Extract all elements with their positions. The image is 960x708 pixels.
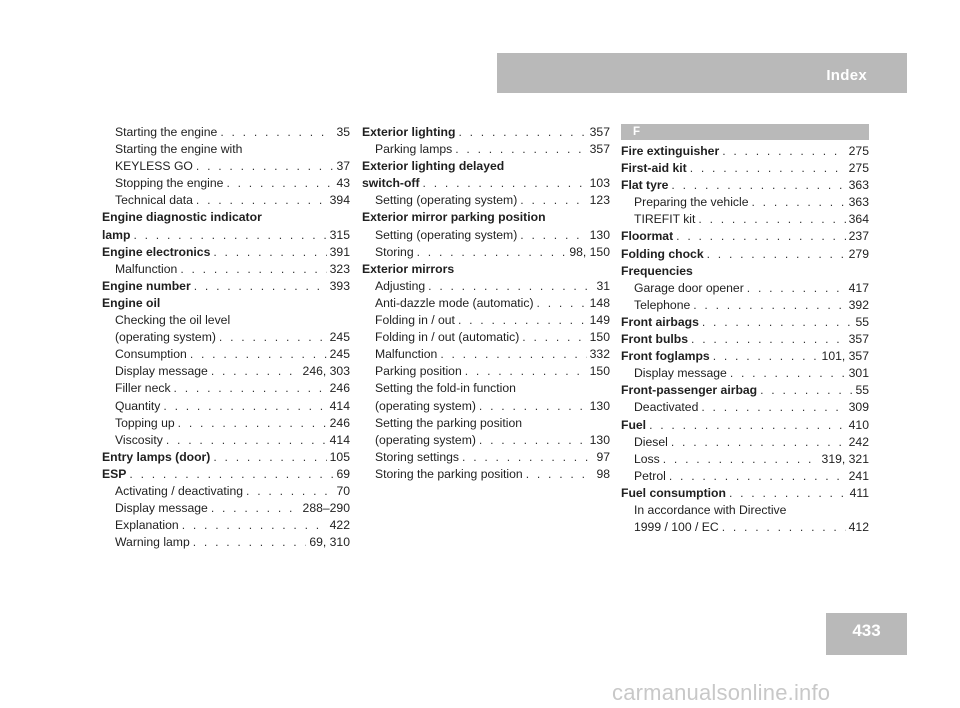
index-subentry: [621, 297, 869, 314]
entry-page-ref: 241: [848, 468, 869, 483]
index-subentry: [102, 158, 350, 175]
dot-leader: [462, 449, 593, 466]
entry-page-ref: 363: [848, 178, 869, 193]
entry-label: Folding chock: [621, 246, 704, 261]
watermark: carmanualsonline.info: [612, 680, 831, 705]
entry-page-ref: 35: [336, 125, 350, 139]
entry-page-ref: 98, 150: [569, 244, 610, 259]
entry-label: Checking the oil level: [115, 313, 231, 328]
dot-leader: [219, 329, 327, 346]
entry-page-ref: 363: [848, 195, 869, 210]
index-subentry: [362, 432, 610, 449]
entry-page-ref: 130: [589, 398, 610, 413]
entry-label: Garage door opener: [634, 280, 744, 295]
entry-label: Folding in / out: [375, 313, 455, 328]
index-subentry: [362, 295, 610, 312]
index-subentry: [621, 468, 869, 485]
entry-page-ref: 43: [336, 176, 350, 191]
dot-leader: [649, 417, 846, 434]
entry-label: Malfunction: [115, 261, 178, 276]
dot-leader: [701, 399, 845, 416]
dot-leader: [730, 365, 846, 382]
index-subentry: [102, 380, 350, 397]
page-title: Index: [826, 67, 867, 84]
dot-leader: [760, 382, 852, 399]
entry-label: Flat tyre: [621, 178, 669, 193]
dot-leader: [190, 346, 327, 363]
entry-page-ref: 301: [848, 366, 869, 381]
entry-page-ref: 417: [848, 280, 869, 295]
entry-label: (operating system): [115, 330, 216, 345]
entry-label: Exterior lighting delayed: [362, 159, 505, 174]
index-entry: [102, 449, 350, 466]
entry-page-ref: 412: [848, 520, 869, 535]
index-entry: [621, 382, 869, 399]
index-entry: [102, 227, 350, 244]
entry-label: Technical data: [115, 193, 193, 208]
index-subentry: [102, 312, 350, 329]
dot-leader: [671, 434, 846, 451]
entry-page-ref: 245: [329, 330, 350, 345]
entry-label: Front foglamps: [621, 349, 710, 364]
dot-leader: [423, 175, 587, 192]
index-subentry: [621, 434, 869, 451]
entry-label: Parking lamps: [375, 142, 453, 157]
entry-page-ref: 357: [848, 332, 869, 347]
entry-page-ref: 130: [589, 227, 610, 242]
index-entry: [362, 209, 610, 226]
index-subentry: [362, 380, 610, 397]
entry-page-ref: 357: [589, 142, 610, 157]
index-subentry: [102, 346, 350, 363]
header-bar: [497, 53, 907, 93]
dot-leader: [440, 346, 586, 363]
entry-page-ref: 70: [336, 483, 350, 498]
index-subentry: [362, 244, 610, 261]
dot-leader: [455, 141, 586, 158]
entry-page-ref: 55: [855, 383, 869, 398]
index-subentry: [362, 192, 610, 209]
index-subentry: [102, 124, 350, 141]
index-subentry: [102, 483, 350, 500]
index-entry: [621, 177, 869, 194]
index-subentry: [621, 451, 869, 468]
entry-page-ref: 246: [329, 415, 350, 430]
entry-label: Explanation: [115, 518, 179, 533]
index-subentry: [362, 329, 610, 346]
entry-label: TIREFIT kit: [634, 212, 696, 227]
dot-leader: [178, 415, 327, 432]
entry-label: Fuel: [621, 417, 647, 432]
entry-label: First-aid kit: [621, 161, 687, 176]
dot-leader: [246, 483, 333, 500]
index-subentry: [621, 502, 869, 519]
entry-label: Viscosity: [115, 432, 163, 447]
entry-page-ref: 414: [329, 398, 350, 413]
entry-label: Storing settings: [375, 449, 460, 464]
dot-leader: [458, 312, 587, 329]
entry-label: Deactivated: [634, 400, 699, 415]
entry-page-ref: 149: [589, 313, 610, 328]
entry-page-ref: 332: [589, 347, 610, 362]
entry-label: Consumption: [115, 347, 187, 362]
entry-label: switch-off: [362, 176, 420, 191]
entry-page-ref: 364: [848, 212, 869, 227]
page-number: 433: [852, 621, 881, 640]
index-column-3: [621, 124, 869, 536]
entry-label: Display message: [115, 501, 208, 516]
index-entry: [621, 417, 869, 434]
dot-leader: [417, 244, 567, 261]
index-entry: [102, 466, 350, 483]
entry-page-ref: 130: [589, 432, 610, 447]
index-subentry: [621, 211, 869, 228]
dot-leader: [722, 519, 846, 536]
index-subentry: [102, 141, 350, 158]
dot-leader: [752, 194, 846, 211]
index-subentry: [362, 398, 610, 415]
entry-label: Exterior mirrors: [362, 261, 455, 276]
entry-page-ref: 105: [329, 449, 350, 464]
entry-label: Fire extinguisher: [621, 144, 720, 158]
entry-label: Topping up: [115, 415, 175, 430]
dot-leader: [465, 363, 587, 380]
dot-leader: [211, 500, 300, 517]
index-subentry: [102, 415, 350, 432]
index-subentry: [102, 398, 350, 415]
index-subentry: [102, 500, 350, 517]
entry-label: Front-passenger airbag: [621, 383, 758, 398]
entry-label: Storing the parking position: [375, 466, 523, 481]
index-subentry: [102, 363, 350, 380]
entry-page-ref: 279: [848, 246, 869, 261]
dot-leader: [522, 329, 586, 346]
entry-label: Front bulbs: [621, 332, 689, 347]
index-entry: [621, 348, 869, 365]
dot-leader: [479, 432, 587, 449]
dot-leader: [671, 177, 845, 194]
dot-leader: [166, 432, 327, 449]
entry-label: Engine diagnostic indicator: [102, 210, 262, 225]
index-entry: [621, 160, 869, 177]
index-subentry: [102, 192, 350, 209]
dot-leader: [194, 278, 327, 295]
index-entry: [621, 246, 869, 263]
dot-leader: [196, 158, 334, 175]
index-subentry: [102, 432, 350, 449]
index-entry: [621, 228, 869, 245]
dot-leader: [691, 331, 846, 348]
index-entry: [362, 124, 610, 141]
entry-label: Starting the engine with: [115, 142, 243, 157]
entry-label: Fuel consumption: [621, 485, 726, 500]
section-letter-header: F: [621, 124, 869, 140]
entry-label: Diesel: [634, 434, 668, 449]
entry-page-ref: 288–290: [302, 501, 350, 516]
dot-leader: [211, 363, 300, 380]
entry-label: Preparing the vehicle: [634, 195, 749, 210]
index-column-2: [362, 124, 610, 483]
entry-label: 1999 / 100 / EC: [634, 520, 719, 535]
entry-page-ref: 394: [329, 193, 350, 208]
entry-page-ref: 414: [329, 432, 350, 447]
entry-page-ref: 148: [589, 295, 610, 310]
entry-page-ref: 69: [336, 466, 350, 481]
entry-page-ref: 237: [848, 229, 869, 244]
dot-leader: [729, 485, 847, 502]
entry-label: Frequencies: [621, 263, 693, 278]
entry-label: KEYLESS GO: [115, 159, 193, 174]
index-subentry: [621, 365, 869, 382]
index-subentry: [621, 519, 869, 536]
entry-page-ref: 392: [848, 297, 869, 312]
dot-leader: [213, 449, 326, 466]
entry-page-ref: 323: [329, 261, 350, 276]
index-entry: [621, 143, 869, 160]
entry-page-ref: 422: [329, 518, 350, 533]
page-number-box: [826, 613, 907, 655]
dot-leader: [163, 398, 326, 415]
dot-leader: [193, 534, 307, 551]
dot-leader: [698, 211, 845, 228]
entry-label: In accordance with Directive: [634, 502, 787, 517]
dot-leader: [129, 466, 333, 483]
entry-label: ESP: [102, 466, 127, 481]
entry-page-ref: 393: [329, 278, 350, 293]
entry-label: Loss: [634, 451, 660, 466]
entry-label: Front airbags: [621, 314, 699, 329]
entry-page-ref: 411: [849, 485, 869, 500]
entry-page-ref: 275: [848, 144, 869, 158]
entry-page-ref: 123: [589, 193, 610, 208]
dot-leader: [174, 380, 327, 397]
dot-leader: [722, 143, 845, 160]
entry-label: Display message: [115, 364, 208, 379]
entry-label: Exterior lighting: [362, 125, 456, 139]
entry-label: Malfunction: [375, 347, 438, 362]
dot-leader: [226, 175, 333, 192]
entry-page-ref: 98: [596, 466, 610, 481]
entry-page-ref: 410: [848, 417, 869, 432]
index-subentry: [362, 227, 610, 244]
entry-page-ref: 319, 321: [821, 451, 869, 466]
entry-label: Storing: [375, 244, 414, 259]
index-entry: [621, 485, 869, 502]
entry-label: Exterior mirror parking position: [362, 210, 546, 225]
index-subentry: [362, 466, 610, 483]
dot-leader: [526, 466, 594, 483]
entry-label: Petrol: [634, 468, 666, 483]
dot-leader: [713, 348, 819, 365]
index-entry: [362, 158, 610, 175]
dot-leader: [702, 314, 853, 331]
entry-page-ref: 31: [596, 278, 610, 293]
entry-label: Filler neck: [115, 381, 171, 396]
dot-leader: [180, 261, 326, 278]
dot-leader: [669, 468, 846, 485]
index-subentry: [362, 278, 610, 295]
dot-leader: [520, 227, 586, 244]
index-entry: [621, 263, 869, 280]
index-subentry: [362, 415, 610, 432]
dot-leader: [537, 295, 587, 312]
index-entry: [102, 209, 350, 226]
dot-leader: [479, 398, 587, 415]
index-entry: [102, 278, 350, 295]
entry-page-ref: 275: [848, 161, 869, 176]
entry-label: Entry lamps (door): [102, 449, 211, 464]
index-subentry: [621, 194, 869, 211]
entry-label: (operating system): [375, 398, 476, 413]
entry-label: Setting (operating system): [375, 227, 518, 242]
entry-label: Stopping the engine: [115, 176, 224, 191]
dot-leader: [182, 517, 327, 534]
entry-page-ref: 101, 357: [821, 349, 869, 364]
dot-leader: [676, 228, 846, 245]
dot-leader: [458, 124, 586, 141]
index-entry: [362, 261, 610, 278]
index-subentry: [362, 449, 610, 466]
entry-page-ref: 245: [329, 347, 350, 362]
index-subentry: [102, 175, 350, 192]
entry-page-ref: 246, 303: [302, 364, 350, 379]
entry-label: Adjusting: [375, 278, 426, 293]
dot-leader: [428, 278, 593, 295]
entry-page-ref: 150: [589, 364, 610, 379]
index-subentry: [362, 141, 610, 158]
dot-leader: [213, 244, 326, 261]
entry-label: Display message: [634, 366, 727, 381]
index-entry: [102, 244, 350, 261]
dot-leader: [747, 280, 846, 297]
index-entry: [362, 175, 610, 192]
entry-page-ref: 150: [589, 330, 610, 345]
index-subentry: [362, 312, 610, 329]
entry-page-ref: 103: [589, 176, 610, 191]
entry-page-ref: 246: [329, 381, 350, 396]
entry-page-ref: 55: [855, 314, 869, 329]
index-subentry: [621, 399, 869, 416]
entry-label: Parking position: [375, 364, 462, 379]
dot-leader: [196, 192, 327, 209]
entry-label: Activating / deactivating: [115, 483, 244, 498]
index-subentry: [362, 363, 610, 380]
entry-page-ref: 37: [336, 159, 350, 174]
dot-leader: [690, 160, 846, 177]
entry-page-ref: 357: [589, 125, 610, 139]
entry-label: Anti-dazzle mode (automatic): [375, 295, 534, 310]
dot-leader: [520, 192, 586, 209]
entry-page-ref: 315: [329, 227, 350, 242]
dot-leader: [220, 124, 333, 141]
dot-leader: [133, 227, 326, 244]
entry-label: Setting (operating system): [375, 193, 518, 208]
entry-page-ref: 391: [329, 244, 350, 259]
index-subentry: [102, 329, 350, 346]
index-subentry: [362, 346, 610, 363]
dot-leader: [663, 451, 819, 468]
entry-page-ref: 97: [596, 449, 610, 464]
dot-leader: [693, 297, 845, 314]
entry-label: (operating system): [375, 432, 476, 447]
entry-label: lamp: [102, 227, 131, 242]
index-subentry: [621, 280, 869, 297]
entry-label: Engine electronics: [102, 244, 211, 259]
entry-label: Telephone: [634, 297, 691, 312]
entry-label: Engine oil: [102, 295, 161, 310]
index-entry: [102, 295, 350, 312]
entry-label: Setting the fold-in function: [375, 381, 516, 396]
index-subentry: [102, 534, 350, 551]
entry-label: Warning lamp: [115, 535, 190, 550]
entry-label: Starting the engine: [115, 125, 218, 139]
index-entry: [621, 314, 869, 331]
entry-page-ref: 309: [848, 400, 869, 415]
entry-page-ref: 242: [848, 434, 869, 449]
entry-label: Floormat: [621, 229, 674, 244]
index-entry: [621, 331, 869, 348]
entry-page-ref: 69, 310: [309, 535, 350, 550]
index-subentry: [102, 517, 350, 534]
entry-label: Engine number: [102, 278, 191, 293]
index-subentry: [102, 261, 350, 278]
index-column-1: [102, 124, 350, 551]
entry-label: Folding in / out (automatic): [375, 330, 520, 345]
entry-label: Quantity: [115, 398, 161, 413]
dot-leader: [707, 246, 846, 263]
entry-label: Setting the parking position: [375, 415, 523, 430]
